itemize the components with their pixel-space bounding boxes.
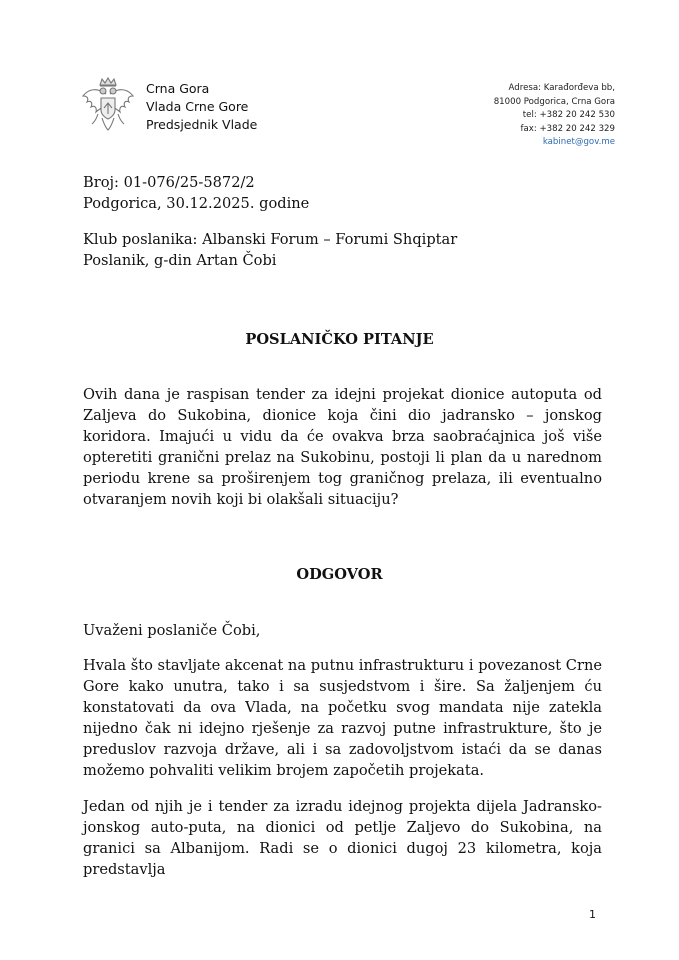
question-text: Ovih dana je raspisan tender za idejni projekat dionice autoputa od Zaljeva do Sukobina, dionice koja čini dio jadransko – jonskog koridora. Imajući u vidu da će ovakva brza saobraćajnica još više opteretiti granični prelaz na Sukobinu, postoji li plan da u narednom periodu krene sa proširenjem tog graničnog prelaza, ili eventualno otvaranjem novih koji bi olakšali situaciju? (83, 386, 602, 508)
question-heading: POSLANIČKO PITANJE (245, 331, 434, 348)
fax-number: fax: +382 20 242 329 (520, 123, 615, 134)
address-line-1: Adresa: Karađorđeva bb, (508, 83, 615, 93)
office-name: Predsjednik Vlade (146, 117, 258, 132)
email-link[interactable]: kabinet@gov.me (542, 137, 615, 147)
recipient-block (83, 229, 603, 271)
answer-paragraph-2: Jedan od njih je i tender za izradu idejnog projekta dijela Jadransko-jonskog auto-puta, na dionici od petlje Zaljevo do Sukobina, na granici sa Albanijom. Radi se o dionici dugoj 23 kilometra, koja predstavlja (83, 798, 602, 878)
answer-heading: ODGOVOR (296, 566, 383, 583)
salutation-text: Uvaženi poslaniče Čobi, (83, 622, 261, 639)
salutation (83, 620, 603, 641)
recipient-club: Klub poslanika: Albanski Forum – Forumi Shqiptar (83, 231, 458, 248)
reference-number: Broj: 01-076/25-5872/2 (83, 174, 255, 191)
coat-of-arms-icon (80, 76, 136, 134)
reference-block (83, 172, 603, 214)
phone-number: tel: +382 20 242 530 (522, 110, 615, 120)
recipient-name: Poslanik, g-din Artan Čobi (83, 252, 277, 269)
answer-paragraph-1: Hvala što stavljate akcenat na putnu infrastrukturu i povezanost Crne Gore kako unutra, tako i sa susjedstvom i šire. Sa žaljenjem ću konstatovati da ova Vlada, na početku svog mandata nije zatekla nijedno čak ni idejno rješenje za razvoj putne infrastrukture, što je preduslov razvoja države, ali i sa zadovoljstvom istaći da se danas možemo pohvaliti velikim brojem započetih projekata. (83, 657, 602, 779)
government-name: Vlada Crne Gore (146, 99, 249, 114)
contact-block (494, 82, 615, 150)
country-name: Crna Gora (146, 81, 210, 96)
address-line-2: 81000 Podgorica, Crna Gora (493, 96, 615, 107)
page-number: 1 (589, 908, 596, 921)
institution-name (146, 80, 257, 134)
place-date: Podgorica, 30.12.2025. godine (83, 195, 310, 212)
